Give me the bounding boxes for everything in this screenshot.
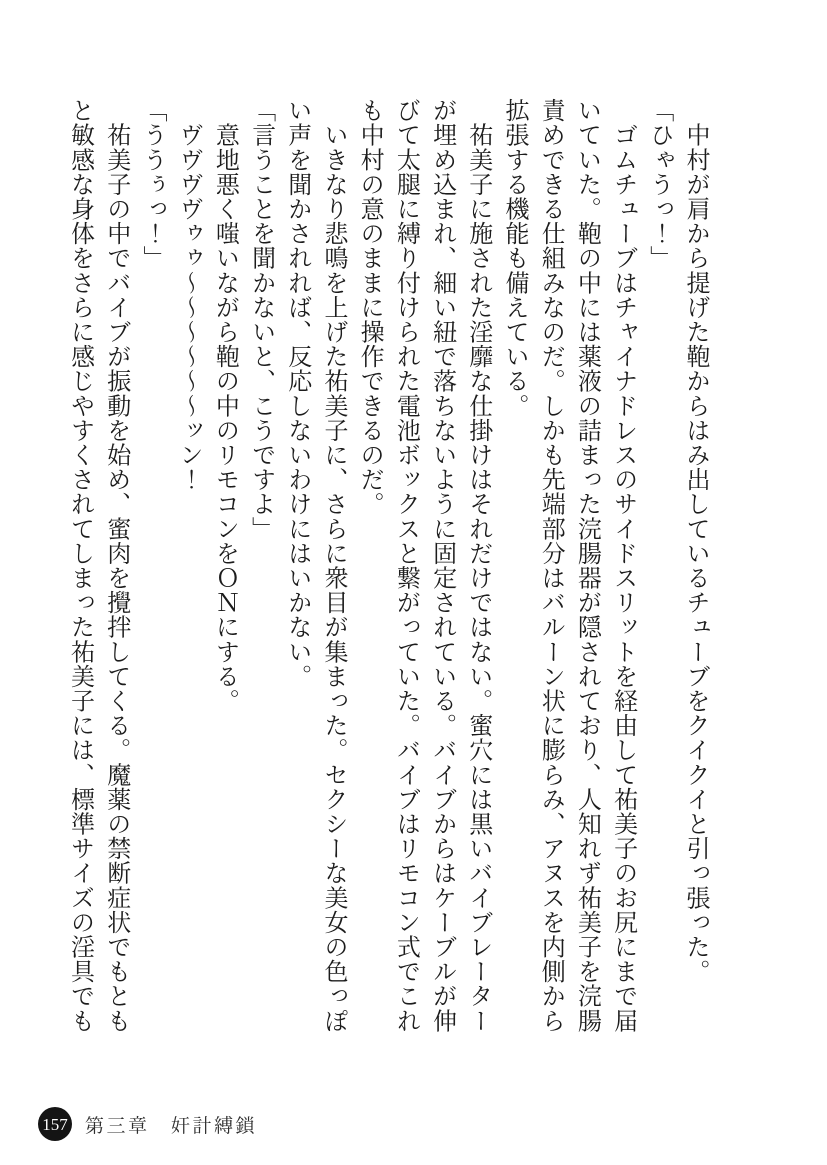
text-line: 祐美子の中でバイブが振動を始め、蜜肉を攪拌してくる。魔薬の禁断症状でもとも: [102, 98, 129, 1033]
text-line: 「言うことを聞かないと、こうですよ」: [247, 98, 274, 541]
text-line: い声を聞かされれば、反応しないわけにはいかない。: [283, 98, 310, 689]
text-line: 「ひゃうっ！」: [645, 98, 672, 271]
page-footer: [38, 1107, 257, 1141]
text-line: いていた。鞄の中には薬液の詰まった浣腸器が隠されており、人知れず祐美子を浣腸: [573, 98, 600, 1033]
text-line: ゴムチューブはチャイナドレスのサイドスリットを経由して祐美子のお尻にまで届: [609, 98, 636, 1033]
text-line: 拡張する機能も備えている。: [500, 98, 527, 418]
text-line: 中村が肩から提げた鞄からはみ出しているチューブをクイクイと引っ張った。: [682, 98, 708, 984]
text-line: 祐美子に施された淫靡な仕掛けはそれだけではない。蜜穴には黒いバイブレーター: [464, 98, 491, 1033]
page-number: 157: [42, 1114, 68, 1134]
text-line: も中村の意のままに操作できるのだ。: [356, 98, 383, 517]
text-line: と敏感な身体をさらに感じやすくされてしまった祐美子には、標準サイズの淫具でも: [66, 98, 93, 1033]
vertical-text-block: [61, 98, 713, 1039]
chapter-title: 第三章 奸計縛鎖: [85, 1115, 258, 1137]
text-line: が埋め込まれ、細い紐で落ちないように固定されている。バイブからはケーブルが伸: [428, 98, 455, 1033]
text-line: ヴヴヴヴゥゥ〜〜〜〜〜〜ッン！: [175, 98, 202, 492]
text-line: 意地悪く嗤いながら鞄の中のリモコンをＯＮにする。: [211, 98, 238, 713]
text-line: 「ううぅっ！」: [138, 98, 165, 271]
text-line: いきなり悲鳴を上げた祐美子に、さらに衆目が集まった。セクシーな美女の色っぽ: [319, 98, 346, 1033]
page-number-badge: [38, 1107, 72, 1141]
text-line: 責めできる仕組みなのだ。しかも先端部分はバルーン状に膨らみ、アヌスを内側から: [537, 98, 564, 1033]
text-line: びて太腿に縛り付けられた電池ボックスと繋がっていた。バイブはリモコン式でこれ: [392, 98, 419, 1033]
